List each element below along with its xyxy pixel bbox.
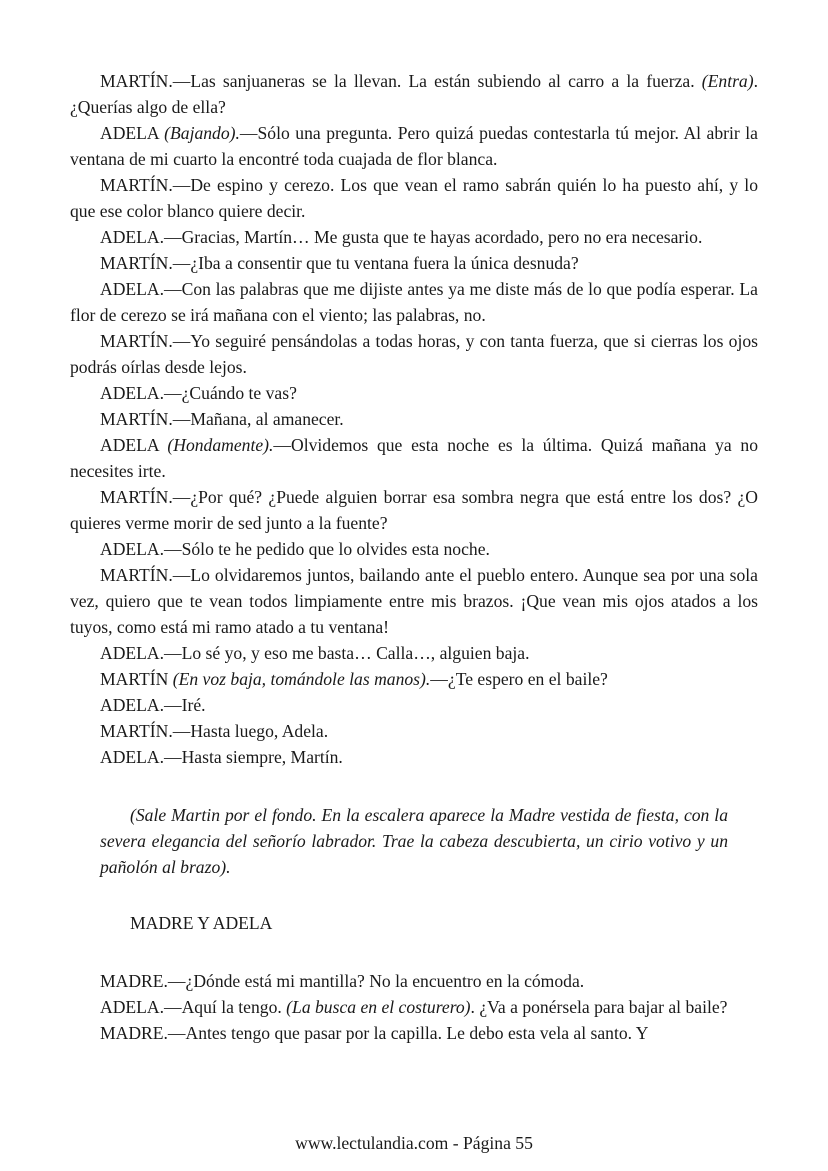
dialogue-line: ADELA.—¿Cuándo te vas? <box>100 383 297 403</box>
stage-aside: (Hondamente). <box>167 435 274 455</box>
dialogue-line: ADELA.—Aquí la tengo. (La busca en el costurero). ¿Va a ponérsela para bajar al baile? <box>100 997 728 1017</box>
dialogue-line: MARTÍN.—¿Por qué? ¿Puede alguien borrar esa sombra negra que está entre los dos? ¿O quieres verme morir de sed junto a la fuente? <box>70 487 758 533</box>
dialogue-line: ADELA.—Hasta siempre, Martín. <box>100 747 343 767</box>
dialogue-line: ADELA (Hondamente).—Olvidemos que esta noche es la última. Quizá mañana ya no necesites irte. <box>70 435 758 481</box>
dialogue-line: MARTÍN.—Lo olvidaremos juntos, bailando ante el pueblo entero. Aunque sea por una sola vez, quiero que te vean todos limpiamente entre mis brazos. ¡Que vean mis ojos atados a los tuyos, como está mi ramo atado a tu ventana! <box>70 565 758 637</box>
dialogue-line: ADELA.—Iré. <box>100 695 206 715</box>
stage-aside: (La busca en el costurero) <box>286 997 471 1017</box>
dialogue-line: ADELA.—Lo sé yo, y eso me basta… Calla…, alguien baja. <box>100 643 530 663</box>
scene-heading: MADRE Y ADELA <box>130 913 273 933</box>
dialogue-line: MARTÍN.—Yo seguiré pensándolas a todas horas, y con tanta fuerza, que si cierras los ojos podrás oírlas desde lejos. <box>70 331 758 377</box>
dialogue-block-2 <box>70 968 758 1046</box>
dialogue-line: ADELA.—Gracias, Martín… Me gusta que te hayas acordado, pero no era necesario. <box>100 227 703 247</box>
stage-aside: (En voz baja, tomándole las manos). <box>172 669 431 689</box>
stage-aside: (Entra) <box>701 71 754 91</box>
dialogue-line: MARTÍN (En voz baja, tomándole las manos).—¿Te espero en el baile? <box>100 669 608 689</box>
dialogue-line: ADELA.—Sólo te he pedido que lo olvides esta noche. <box>100 539 490 559</box>
stage-aside: (Bajando). <box>164 123 240 143</box>
dialogue-line: MARTÍN.—Hasta luego, Adela. <box>100 721 329 741</box>
dialogue-line: MARTÍN.—¿Iba a consentir que tu ventana fuera la única desnuda? <box>100 253 579 273</box>
page-footer: www.lectulandia.com - Página 55 <box>295 1133 533 1153</box>
dialogue-line: MADRE.—¿Dónde está mi mantilla? No la encuentro en la cómoda. <box>100 971 585 991</box>
dialogue-line: ADELA (Bajando).—Sólo una pregunta. Pero quizá puedas contestarla tú mejor. Al abrir la ventana de mi cuarto la encontré toda cuajada de flor blanca. <box>70 123 758 169</box>
dialogue-line: MARTÍN.—Las sanjuaneras se la llevan. La están subiendo al carro a la fuerza. (Entra). ¿Querías algo de ella? <box>70 71 758 117</box>
dialogue-line: MARTÍN.—Mañana, al amanecer. <box>100 409 344 429</box>
stage-direction: (Sale Martin por el fondo. En la escalera aparece la Madre vestida de fiesta, con la severa elegancia del señorío labrador. Trae la cabeza descubierta, un cirio votivo y un pañolón al brazo). <box>100 805 728 877</box>
spacer <box>70 936 758 968</box>
dialogue-block-1 <box>70 68 758 770</box>
page-body <box>70 68 758 1046</box>
dialogue-line: MADRE.—Antes tengo que pasar por la capilla. Le debo esta vela al santo. Y <box>100 1023 649 1043</box>
dialogue-line: ADELA.—Con las palabras que me dijiste antes ya me diste más de lo que podía esperar. La flor de cerezo se irá mañana con el viento; las palabras, no. <box>70 279 758 325</box>
dialogue-line: MARTÍN.—De espino y cerezo. Los que vean el ramo sabrán quién lo ha puesto ahí, y lo que ese color blanco quiere decir. <box>70 175 758 221</box>
